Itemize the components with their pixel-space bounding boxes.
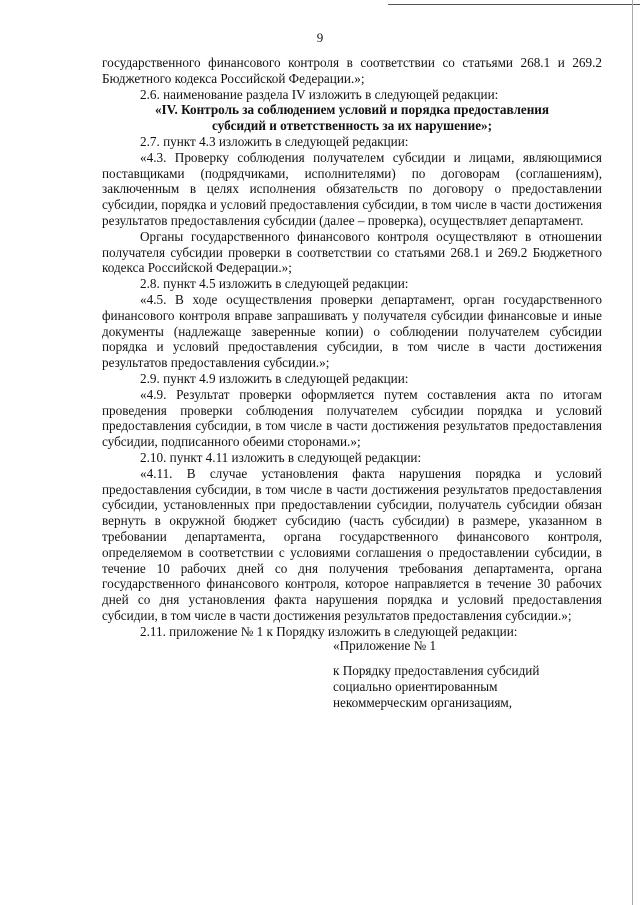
paragraph-4-9: «4.9. Результат проверки оформляется путем составления акта по итогам проведения проверки соблюдения получателем субсидии порядка и условий предоставления субсидии, в том числе в части достижения результатов предоставления субсидии, подписанного обеими сторонами.»; bbox=[102, 386, 602, 450]
paragraph-4-11: «4.11. В случае установления факта нарушения порядка и условий предоставления субсидии, в том числе в части достижения результатов предоставления субсидии, установленных при предоставлении субсидии, получатель субсидии обязан вернуть в окружной бюджет субсидию (часть субсидии) в размере, указанном в требовании департамента, органа государственного финансового контроля, определяемом в соответствии с условиями соглашения о предоставлении субсидии, в течение 10 рабочих дней со дня получения требования департамента, органа государственного финансового контроля, которое направляется в течение 30 рабочих дней со дня установления факта нарушения порядка и условий предоставления субсидии, в том числе в части достижения результатов предоставления субсидии.»; bbox=[102, 465, 602, 623]
scan-right-edge bbox=[632, 0, 633, 905]
paragraph-2-9: 2.9. пункт 4.9 изложить в следующей редакции: bbox=[140, 370, 409, 386]
paragraph-continuation: государственного финансового контроля в соответствии со статьями 268.1 и 269.2 Бюджетного кодекса Российской Федерации.»; bbox=[102, 55, 602, 86]
paragraph-2-10: 2.10. пункт 4.11 изложить в следующей редакции: bbox=[140, 449, 422, 465]
appendix-line-2: социально ориентированным bbox=[333, 679, 498, 694]
section-heading-line-2: субсидий и ответственность за их нарушение»; bbox=[211, 118, 493, 134]
document-body bbox=[102, 55, 602, 639]
paragraph-2-11: 2.11. приложение № 1 к Порядку изложить в следующей редакции: bbox=[140, 623, 518, 639]
paragraph-4-3-cont: Органы государственного финансового контроля осуществляют в отношении получателя субсидии проверки в соответствии со статьями 268.1 и 269.2 Бюджетного кодекса Российской Федерации.»; bbox=[102, 228, 602, 276]
scan-top-line bbox=[388, 4, 640, 5]
paragraph-4-5: «4.5. В ходе осуществления проверки департамент, орган государственного финансового контроля вправе запрашивать у получателя субсидии финансовые и иные документы (надлежаще заверенные копии) о соблюдении получателем субсидии порядка и условий предоставления субсидии, в том числе в части достижения результатов предоставления субсидии.»; bbox=[102, 291, 602, 371]
appendix-line-3: некоммерческим организациям, bbox=[333, 695, 513, 710]
page-number: 9 bbox=[316, 30, 324, 45]
appendix-title: «Приложение № 1 bbox=[333, 638, 437, 653]
paragraph-2-8: 2.8. пункт 4.5 изложить в следующей редакции: bbox=[140, 276, 409, 292]
paragraph-4-3: «4.3. Проверку соблюдения получателем субсидии и лицами, являющимися поставщиками (подрядчиками, исполнителями) по договорам (соглашениям), заключенным в целях исполнения обязательств по договору о предоставлении субсидии, порядка и условий предоставления субсидии, в том числе в части достижения результатов предоставления субсидии (далее – проверка), осуществляет департамент. bbox=[102, 149, 602, 228]
appendix-line-1: к Порядку предоставления субсидий bbox=[333, 663, 540, 678]
paragraph-2-6: 2.6. наименование раздела IV изложить в следующей редакции: bbox=[140, 86, 499, 102]
section-heading-line-1: «IV. Контроль за соблюдением условий и порядка предоставления bbox=[154, 102, 550, 118]
paragraph-2-7: 2.7. пункт 4.3 изложить в следующей редакции: bbox=[140, 133, 409, 149]
